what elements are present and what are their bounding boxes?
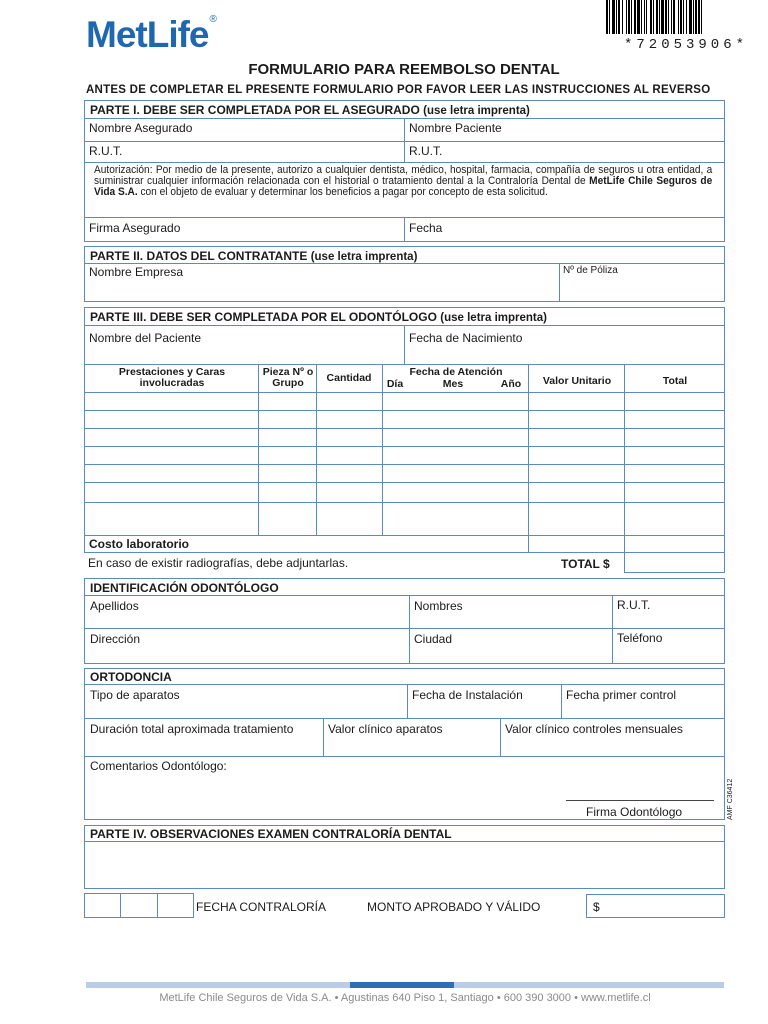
part1-header: PARTE I. DEBE SER COMPLETADA POR EL ASEGURADO (use letra imprenta)	[90, 103, 530, 117]
rut-asegurado-field[interactable]: R.U.T.	[89, 144, 123, 158]
metlife-logo: MetLife®	[86, 14, 216, 55]
firma-odontologo-label: Firma Odontólogo	[586, 805, 683, 819]
costo-laboratorio-label: Costo laboratorio	[89, 537, 190, 551]
fecha-instalacion-field[interactable]: Fecha de Instalación	[412, 688, 523, 702]
footer-text: MetLife Chile Seguros de Vida S.A. • Agustinas 640 Piso 1, Santiago • 600 390 3000 • www.metlife.cl	[159, 992, 651, 1004]
fecha-contraloria-label: FECHA CONTRALORÍA	[196, 900, 327, 914]
duracion-tratamiento-field[interactable]: Duración total aproximada tratamiento	[90, 722, 294, 736]
col-total: Total	[662, 375, 688, 387]
col-mes: Mes	[442, 378, 464, 390]
nombre-empresa-field[interactable]: Nombre Empresa	[89, 265, 184, 279]
firma-odontologo-line	[566, 800, 714, 801]
col-pieza: Pieza Nº o Grupo	[262, 366, 314, 389]
radiografias-note: En caso de existir radiografías, debe adjuntarlas.	[88, 556, 349, 570]
fecha-contraloria-boxes[interactable]	[84, 893, 194, 918]
odontologo-header: IDENTIFICACIÓN ODONTÓLOGO	[90, 581, 279, 595]
col-prestaciones: Prestaciones y Caras involucradas	[118, 366, 226, 389]
authorization-text: Autorización: Por medio de la presente, autorizo a cualquier dentista, médico, hospital, farmacia, compañía de seguros u otra entidad, a suministrar cualquier información relacionada con el historial o tratamiento dental a la Contraloría Dental de MetLife Chile Seguros de Vida S.A. con el objeto de evaluar y determinar los beneficios a pagar por concepto de esta solicitud.	[94, 164, 713, 198]
form-title: FORMULARIO PARA REEMBOLSO DENTAL	[248, 61, 560, 78]
poliza-field[interactable]: Nº de Póliza	[563, 265, 618, 276]
tipo-aparatos-field[interactable]: Tipo de aparatos	[90, 688, 180, 702]
rut-odontologo-field[interactable]: R.U.T.	[617, 598, 651, 612]
part4-header: PARTE IV. OBSERVACIONES EXAMEN CONTRALORÍA DENTAL	[90, 827, 452, 841]
part2-header: PARTE II. DATOS DEL CONTRATANTE (use letra imprenta)	[90, 249, 418, 263]
col-anio: Año	[500, 378, 522, 390]
footer-bar	[86, 982, 724, 988]
ortodoncia-header: ORTODONCIA	[90, 670, 172, 684]
rut-paciente-field[interactable]: R.U.T.	[409, 144, 443, 158]
comentarios-field[interactable]: Comentarios Odontólogo:	[90, 759, 227, 773]
fecha-primer-control-field[interactable]: Fecha primer control	[566, 688, 677, 702]
part3-header: PARTE III. DEBE SER COMPLETADA POR EL ODONTÓLOGO (use letra imprenta)	[90, 310, 547, 324]
ciudad-field[interactable]: Ciudad	[414, 632, 453, 646]
barcode-number: *72053906*	[623, 37, 748, 53]
valor-aparatos-field[interactable]: Valor clínico aparatos	[328, 722, 443, 736]
monto-aprobado-field[interactable]	[586, 894, 725, 918]
monto-aprobado-label: MONTO APROBADO Y VÁLIDO	[367, 900, 541, 914]
telefono-field[interactable]: Teléfono	[617, 631, 663, 645]
fecha-field[interactable]: Fecha	[409, 221, 443, 235]
total-label: TOTAL $	[561, 557, 610, 571]
col-valor-unitario: Valor Unitario	[542, 375, 612, 387]
nombres-field[interactable]: Nombres	[414, 599, 463, 613]
apellidos-field[interactable]: Apellidos	[90, 599, 139, 613]
nombre-paciente-field[interactable]: Nombre Paciente	[409, 121, 502, 135]
col-fecha-atencion: Fecha de Atención	[409, 366, 503, 378]
valor-controles-field[interactable]: Valor clínico controles mensuales	[505, 722, 683, 736]
nombre-asegurado-field[interactable]: Nombre Asegurado	[89, 121, 193, 135]
fecha-nacimiento-field[interactable]: Fecha de Nacimiento	[409, 331, 523, 345]
col-cantidad: Cantidad	[326, 372, 372, 384]
direccion-field[interactable]: Dirección	[90, 632, 141, 646]
total-field[interactable]	[624, 553, 725, 573]
side-code: AMF C36412	[727, 778, 734, 820]
barcode	[606, 0, 760, 34]
dollar-sign: $	[593, 900, 600, 914]
firma-asegurado-field[interactable]: Firma Asegurado	[89, 221, 181, 235]
col-dia: Día	[386, 378, 404, 390]
nombre-paciente-odontologo-field[interactable]: Nombre del Paciente	[89, 331, 202, 345]
form-subtitle: ANTES DE COMPLETAR EL PRESENTE FORMULARIO POR FAVOR LEER LAS INSTRUCCIONES AL REVERSO	[86, 84, 711, 96]
